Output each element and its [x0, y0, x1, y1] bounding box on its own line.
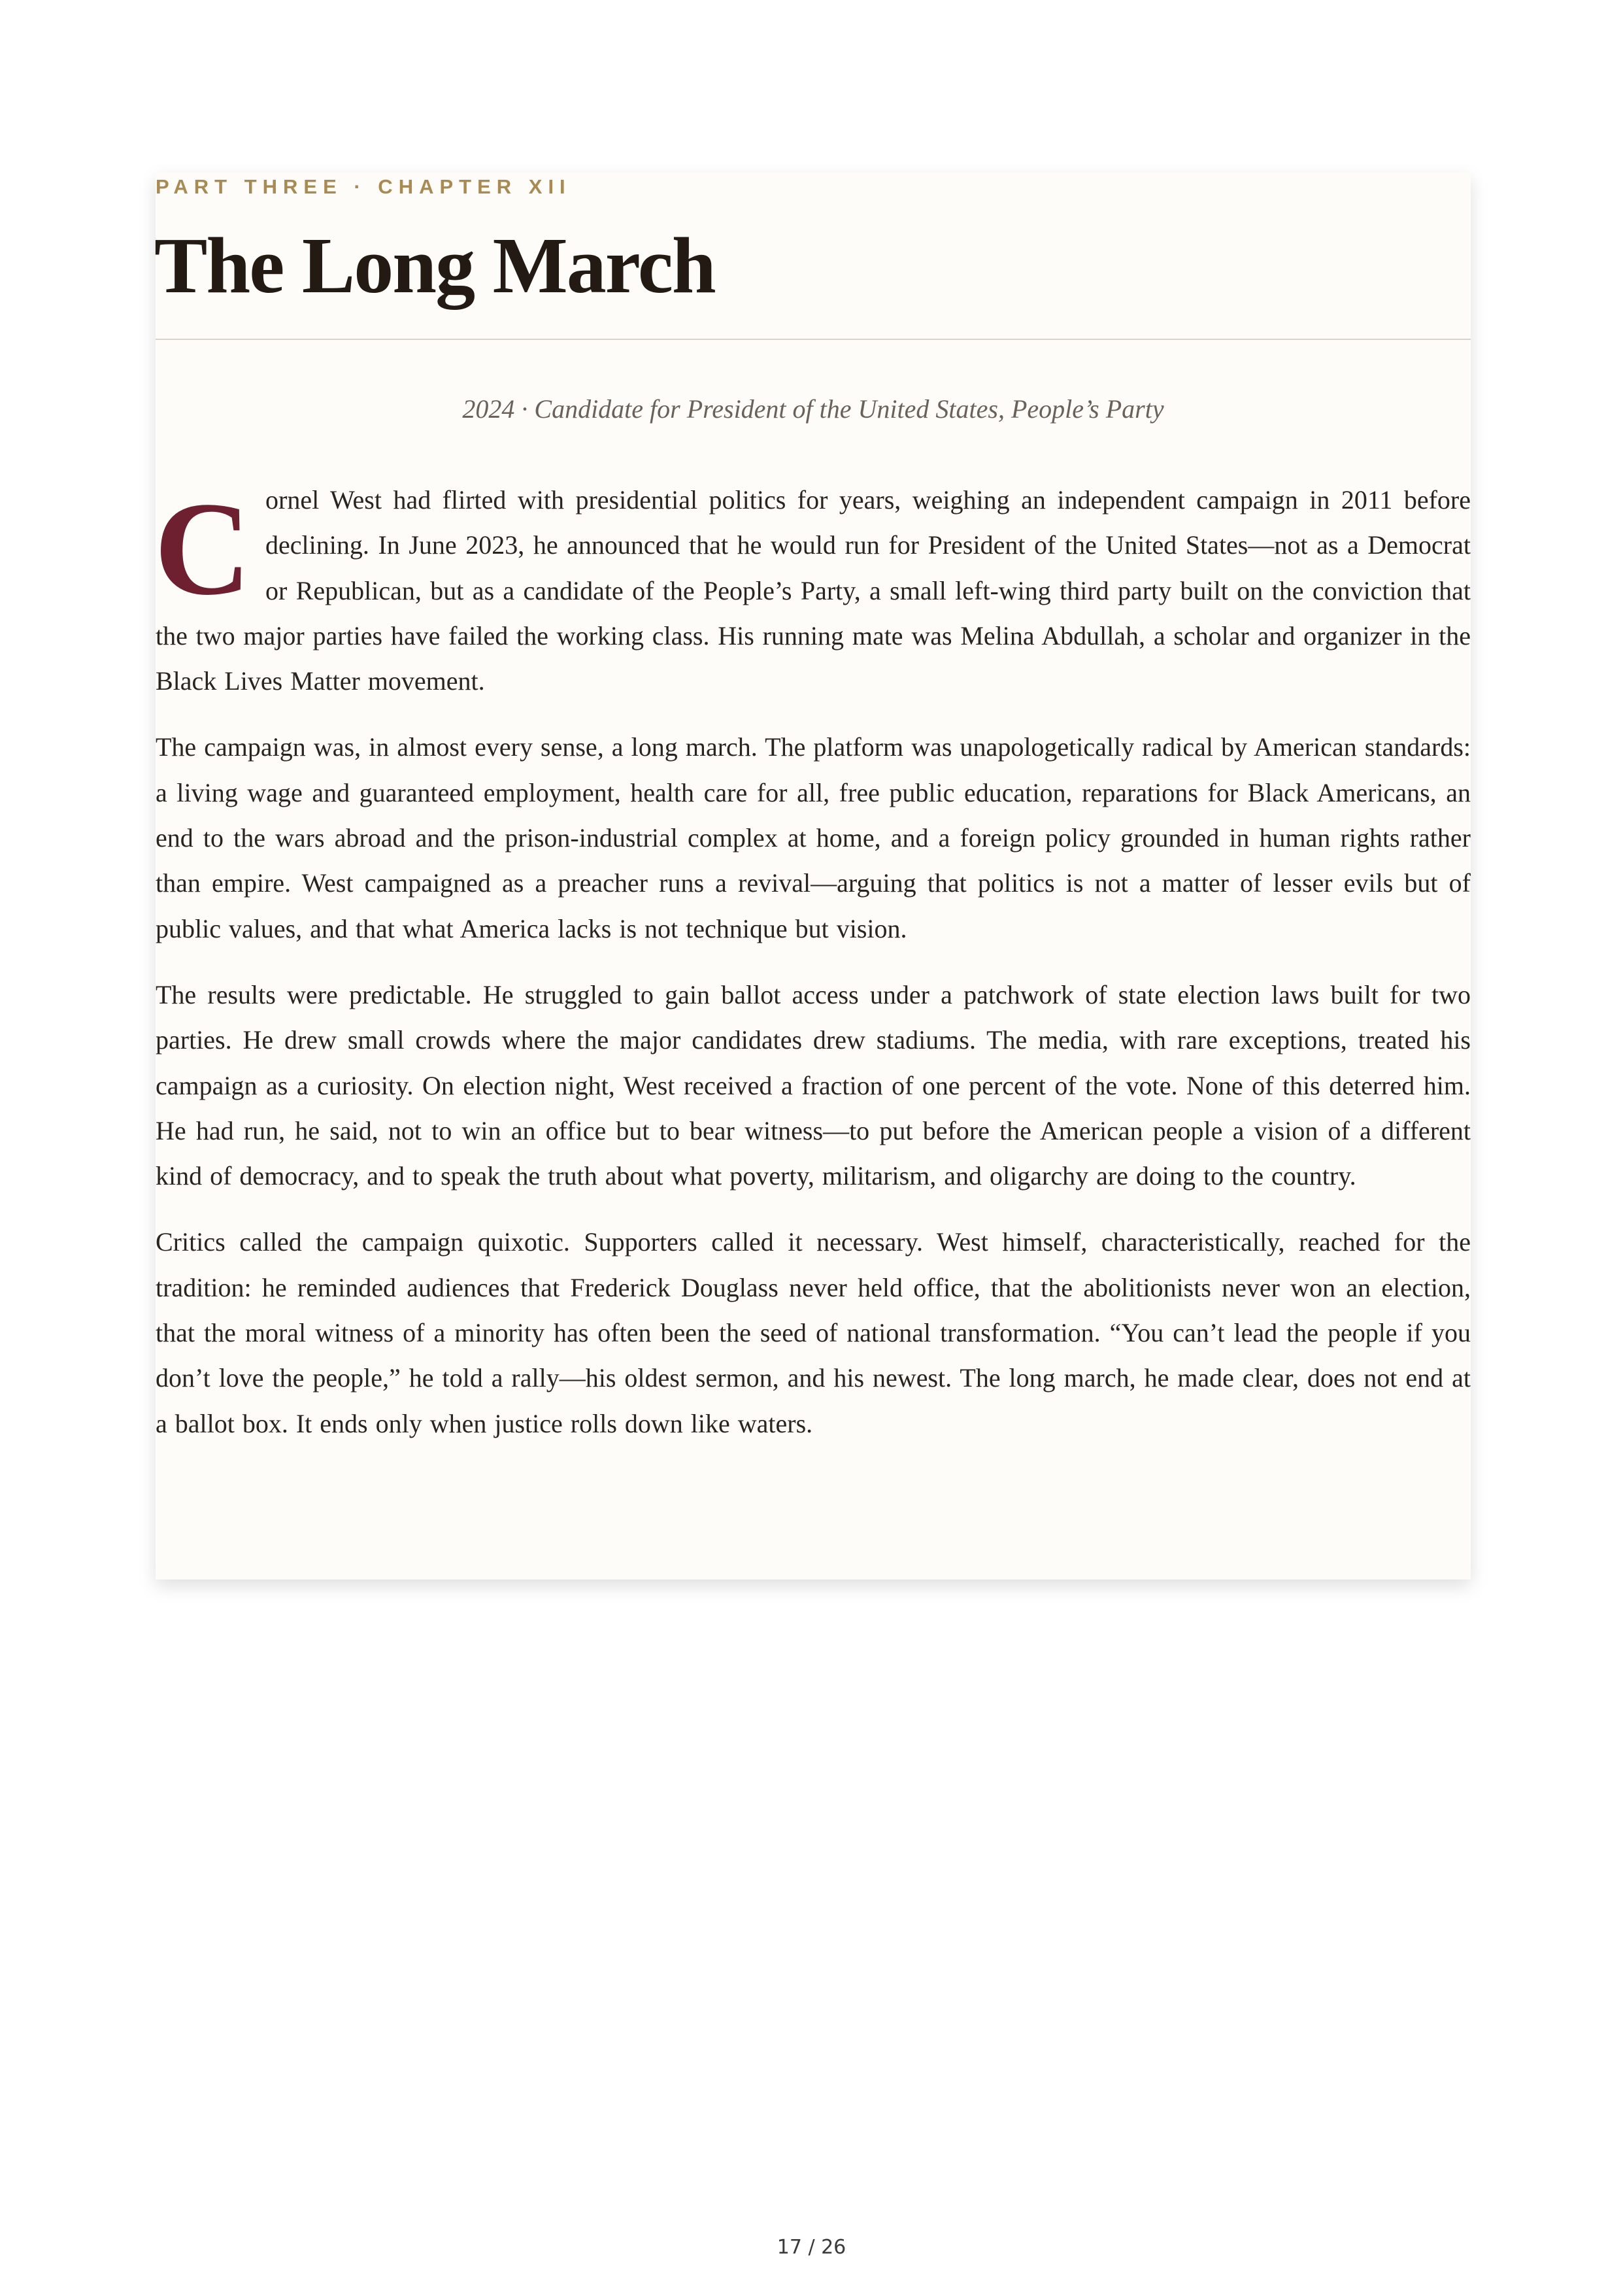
- body-paragraph: [156, 477, 1471, 703]
- body-paragraph: The results were predictable. He struggled to gain ballot access under a patchwork of state election laws built for two parties. He drew small crowds where the major candidates drew stadiums. The media, with rare exceptions, treated his campaign as a curiosity. On election night, West received a fraction of one percent of the vote. None of this deterred him. He had run, he said, not to win an office but to bear witness—to put before the American people a vision of a different kind of democracy, and to speak the truth about what poverty, militarism, and oligarchy are doing to the country.: [156, 979, 1471, 1191]
- page-number: 17 / 26: [777, 2236, 846, 2259]
- title-divider: [156, 339, 1471, 340]
- drop-cap: C: [154, 475, 252, 623]
- paragraph-text: ornel West had flirted with presidential politics for years, weighing an independent campaign in 2011 before declining. In June 2023, he announced that he would run for President of the United States—not as a Democrat or Republican, but as a candidate of the People’s Party, a small left-wing third party built on the conviction that the two major parties have failed the working class. His running mate was Melina Abdullah, a scholar and organizer in the Black Lives Matter movement.: [156, 485, 1471, 696]
- chapter-subtitle: 2024 · Candidate for President of the United States, People’s Party: [462, 394, 1164, 424]
- body-paragraph: The campaign was, in almost every sense, a long march. The platform was unapologetically radical by American standards: a living wage and guaranteed employment, health care for all, free public education, reparations for Black Americans, an end to the wars abroad and the prison-industrial complex at home, and a foreign policy grounded in human rights rather than empire. West campaigned as a preacher runs a revival—arguing that politics is not a matter of lesser evils but of public values, and that what America lacks is not technique but vision.: [156, 732, 1471, 943]
- body-paragraph: Critics called the campaign quixotic. Supporters called it necessary. West himself, characteristically, reached for the tradition: he reminded audiences that Frederick Douglass never held office, that the abolitionists never won an election, that the moral witness of a minority has often been the seed of national transformation. “You can’t lead the people if you don’t love the people,” he told a rally—his oldest sermon, and his newest. The long march, he made clear, does not end at a ballot box. It ends only when justice rolls down like waters.: [156, 1227, 1471, 1438]
- chapter-title: The Long March: [154, 222, 715, 310]
- chapter-body: [156, 477, 1471, 1467]
- chapter-kicker: PART THREE · CHAPTER XII: [156, 175, 571, 198]
